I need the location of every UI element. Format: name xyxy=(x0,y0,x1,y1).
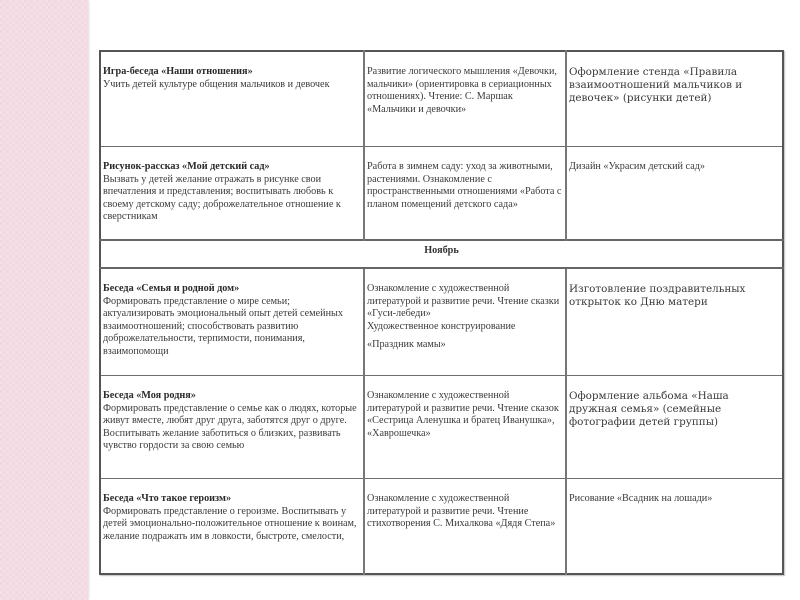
table-row xyxy=(100,479,783,575)
activity-plan-table xyxy=(99,50,784,575)
activity-description: Формировать представление о мире семьи; актуализировать эмоциональный опыт детей семейных взаимоотношений; способствовать развитию доброжелательности, терпимости, понимания, взаимопомощи xyxy=(103,295,343,357)
integration-extra-text: Художественное конструирование xyxy=(367,320,516,332)
collaboration-text: Оформление альбома «Наша дружная семья» (семейные фотографии детей группы) xyxy=(569,390,729,428)
collaboration-cell xyxy=(566,268,783,376)
month-heading-row xyxy=(100,240,783,268)
table-row xyxy=(100,147,783,241)
activity-cell xyxy=(100,268,364,376)
activity-title: Беседа «Что такое героизм» xyxy=(103,493,232,504)
integration-text: Работа в зимнем саду: уход за животными, растениями. Ознакомление с пространственными отношениями «Работа с планом помещений детского сада» xyxy=(367,161,562,210)
activity-description: Учить детей культуре общения мальчиков и девочек xyxy=(103,78,330,90)
activity-title: Беседа «Моя родня» xyxy=(103,390,196,401)
collaboration-text: Оформление стенда «Правила взаимоотношений мальчиков и девочек» (рисунки детей) xyxy=(569,66,743,104)
collaboration-text: Изготовление поздравительных открыток ко Дню матери xyxy=(569,283,746,308)
integration-cell xyxy=(364,51,566,147)
integration-cell xyxy=(364,479,566,575)
activity-title: Рисунок-рассказ «Мой детский сад» xyxy=(103,161,270,172)
activity-cell xyxy=(100,147,364,241)
collaboration-cell xyxy=(566,479,783,575)
table-row xyxy=(100,268,783,376)
activity-title: Игра-беседа «Наши отношения» xyxy=(103,66,253,77)
activity-description: Формировать представление о семье как о людях, которые живут вместе, любят друг друга, заботятся друг о друге. Воспитывать желание заботиться о близких, развивать чувство гордости за свою семью xyxy=(103,402,357,452)
activity-cell xyxy=(100,376,364,479)
integration-text: Ознакомление с художественной литературой и развитие речи. Чтение стихотворения С. Михалкова «Дядя Степа» xyxy=(367,493,556,530)
integration-text: Развитие логического мышления «Девочки, мальчики» (ориентировка в сериационных отношениях). Чтение: С. Маршак «Мальчики и девочки» xyxy=(367,66,557,115)
activity-description: Формировать представление о героизме. Воспитывать у детей эмоционально-положительное отношение к воинам, желание подражать им в ловкости, быстроте, смелости, xyxy=(103,505,357,542)
integration-extra-text: «Праздник мамы» xyxy=(367,339,446,351)
activity-title: Беседа «Семья и родной дом» xyxy=(103,283,240,294)
table-row xyxy=(100,376,783,479)
integration-cell xyxy=(364,268,566,376)
integration-cell xyxy=(364,376,566,479)
collaboration-cell xyxy=(566,376,783,479)
integration-text: Ознакомление с художественной литературой и развитие речи. Чтение сказки «Гуси-лебеди» xyxy=(367,283,560,320)
decorative-side-band xyxy=(0,0,88,600)
activity-description: Вызвать у детей желание отражать в рисунке свои впечатления и представления; воспитывать любовь к своему детскому саду; доброжелательное отношение к сверстникам xyxy=(103,173,341,223)
collaboration-cell xyxy=(566,147,783,241)
collaboration-text: Рисование «Всадник на лошади» xyxy=(569,493,713,504)
integration-text: Ознакомление с художественной литературой и развитие речи. Чтение сказок «Сестрица Аленушка и братец Иванушка», «Хаврошечка» xyxy=(367,390,559,439)
activity-cell xyxy=(100,51,364,147)
table-row xyxy=(100,51,783,147)
month-heading: Ноябрь xyxy=(100,240,783,268)
collaboration-text: Дизайн «Украсим детский сад» xyxy=(569,161,705,172)
activity-cell xyxy=(100,479,364,575)
collaboration-cell xyxy=(566,51,783,147)
integration-cell xyxy=(364,147,566,241)
